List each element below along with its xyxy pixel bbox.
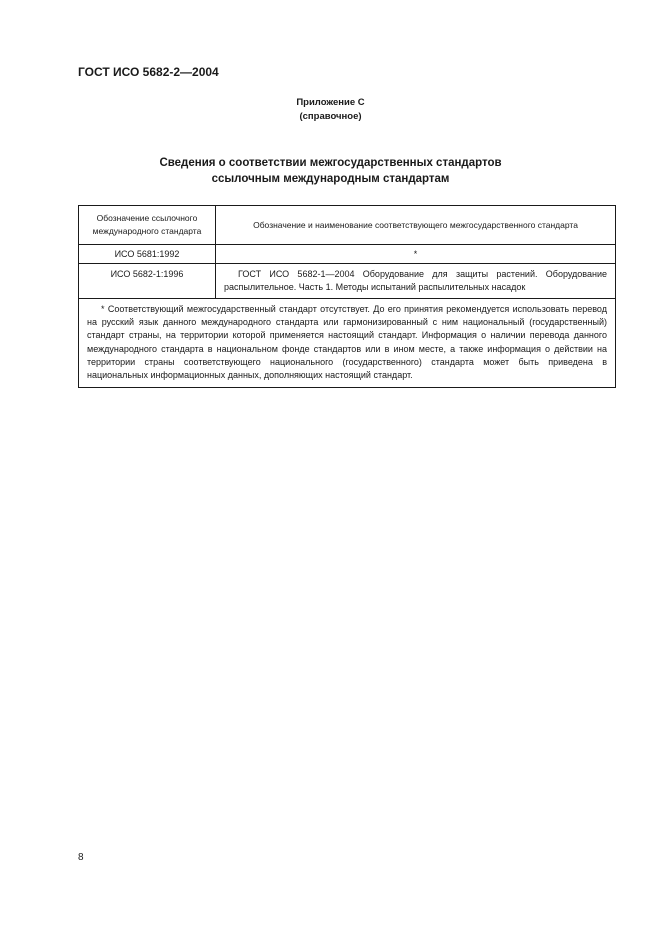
reference-cell: ИСО 5681:1992 <box>79 245 216 264</box>
section-title-line-1: Сведения о соответствии межгосударственных стандартов <box>159 157 502 169</box>
header-cell-gost: Обозначение и наименование соответствующего межгосударственного стандарта <box>216 206 616 245</box>
gost-cell-text: ГОСТ ИСО 5682-1—2004 Оборудование для защиты растений. Оборудование распылительное. Часть 1. Методы испытаний распылительных насадок <box>224 269 607 292</box>
header-cell-reference <box>79 206 216 245</box>
table-footnote-row <box>79 299 616 388</box>
table-header-row <box>79 206 616 245</box>
footnote-text: * Соответствующий межгосударственный стандарт отсутствует. До его принятия рекомендуется использовать перевод на русский язык данного международного стандарта или гармонизированный с ним национальный (государственный) стандарт страны, на территории которой применяется настоящий стандарт. Информация о наличии перевода данного международного стандарта в национальном фонде стандартов или в ином месте, а также информация о действии на территории страны соответствующего национального (государственного) стандарта может быть приведена в национальных информационных данных, дополняющих настоящий стандарт. <box>87 304 607 381</box>
footnote-cell <box>79 299 616 388</box>
gost-cell <box>216 264 616 299</box>
gost-cell: * <box>216 245 616 264</box>
table-row <box>79 264 616 299</box>
page-number: 8 <box>78 852 84 863</box>
header-cell-reference-line-1: Обозначение ссылочного <box>96 213 198 223</box>
document-header: ГОСТ ИСО 5682-2—2004 <box>78 65 219 79</box>
annex-status: (справочное) <box>299 111 362 122</box>
reference-cell: ИСО 5682-1:1996 <box>79 264 216 299</box>
annex-heading <box>0 96 661 124</box>
annex-label: Приложение С <box>296 97 365 108</box>
table-row <box>79 245 616 264</box>
section-title-line-2: ссылочным международным стандартам <box>211 173 450 185</box>
correspondence-table <box>78 205 616 388</box>
section-title <box>0 155 661 187</box>
header-cell-reference-line-2: международного стандарта <box>92 226 202 236</box>
